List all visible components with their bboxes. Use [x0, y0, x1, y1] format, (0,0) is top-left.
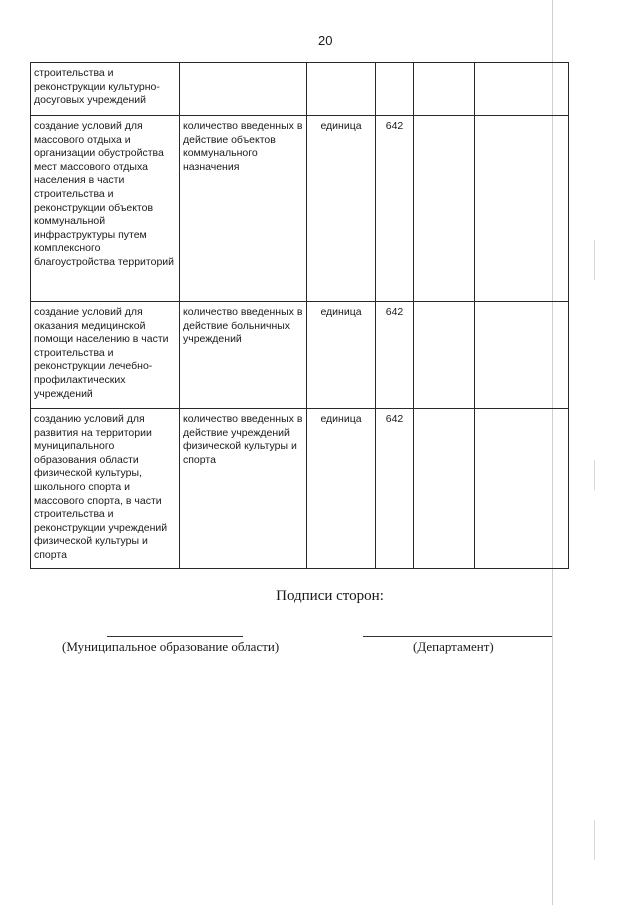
indicator-cell [180, 63, 307, 116]
unit-code-cell: 642 [376, 302, 414, 409]
scan-edge-mark [594, 460, 595, 490]
value-cell [475, 409, 569, 569]
table-row [31, 302, 569, 409]
value-cell [414, 63, 475, 116]
unit-code-cell [376, 63, 414, 116]
value-cell [414, 116, 475, 302]
table-row [31, 63, 569, 116]
signature-caption-left: (Муниципальное образование области) [62, 639, 280, 654]
task-cell: создание условий для массового отдыха и организации обустройства мест массового отдыха населения в части строительства и реконструкции объектов коммунальной инфраструктуры путем комплексного благоустройства территорий [31, 116, 180, 302]
task-cell: строительства и реконструкции культурно-досуговых учреждений [31, 63, 180, 116]
signature-caption-right: (Департамент) [413, 639, 494, 654]
unit-code-cell: 642 [376, 116, 414, 302]
scan-edge-mark [594, 240, 595, 280]
signature-line-left [107, 636, 243, 637]
unit-code-cell: 642 [376, 409, 414, 569]
value-cell [414, 302, 475, 409]
unit-cell [307, 63, 376, 116]
unit-cell: единица [307, 302, 376, 409]
unit-cell: единица [307, 116, 376, 302]
value-cell [475, 63, 569, 116]
task-cell: созданию условий для развития на территории муниципального образования области физической культуры, школьного спорта и массового спорта, в части строительства и реконструкции учреждений физической культуры и спорта [31, 409, 180, 569]
unit-cell: единица [307, 409, 376, 569]
page-number: 20 [318, 33, 333, 48]
scan-edge-mark [594, 820, 595, 860]
indicators-table [30, 62, 569, 569]
value-cell [475, 302, 569, 409]
task-cell: создание условий для оказания медицинской помощи населению в части строительства и реконструкции лечебно-профилактических учреждений [31, 302, 180, 409]
value-cell [414, 409, 475, 569]
table-row [31, 116, 569, 302]
signature-line-right [363, 636, 552, 637]
indicator-cell: количество введенных в действие больничных учреждений [180, 302, 307, 409]
signatures-title: Подписи сторон: [276, 588, 384, 604]
indicator-cell: количество введенных в действие учреждений физической культуры и спорта [180, 409, 307, 569]
table-row [31, 409, 569, 569]
value-cell [475, 116, 569, 302]
indicator-cell: количество введенных в действие объектов коммунального назначения [180, 116, 307, 302]
